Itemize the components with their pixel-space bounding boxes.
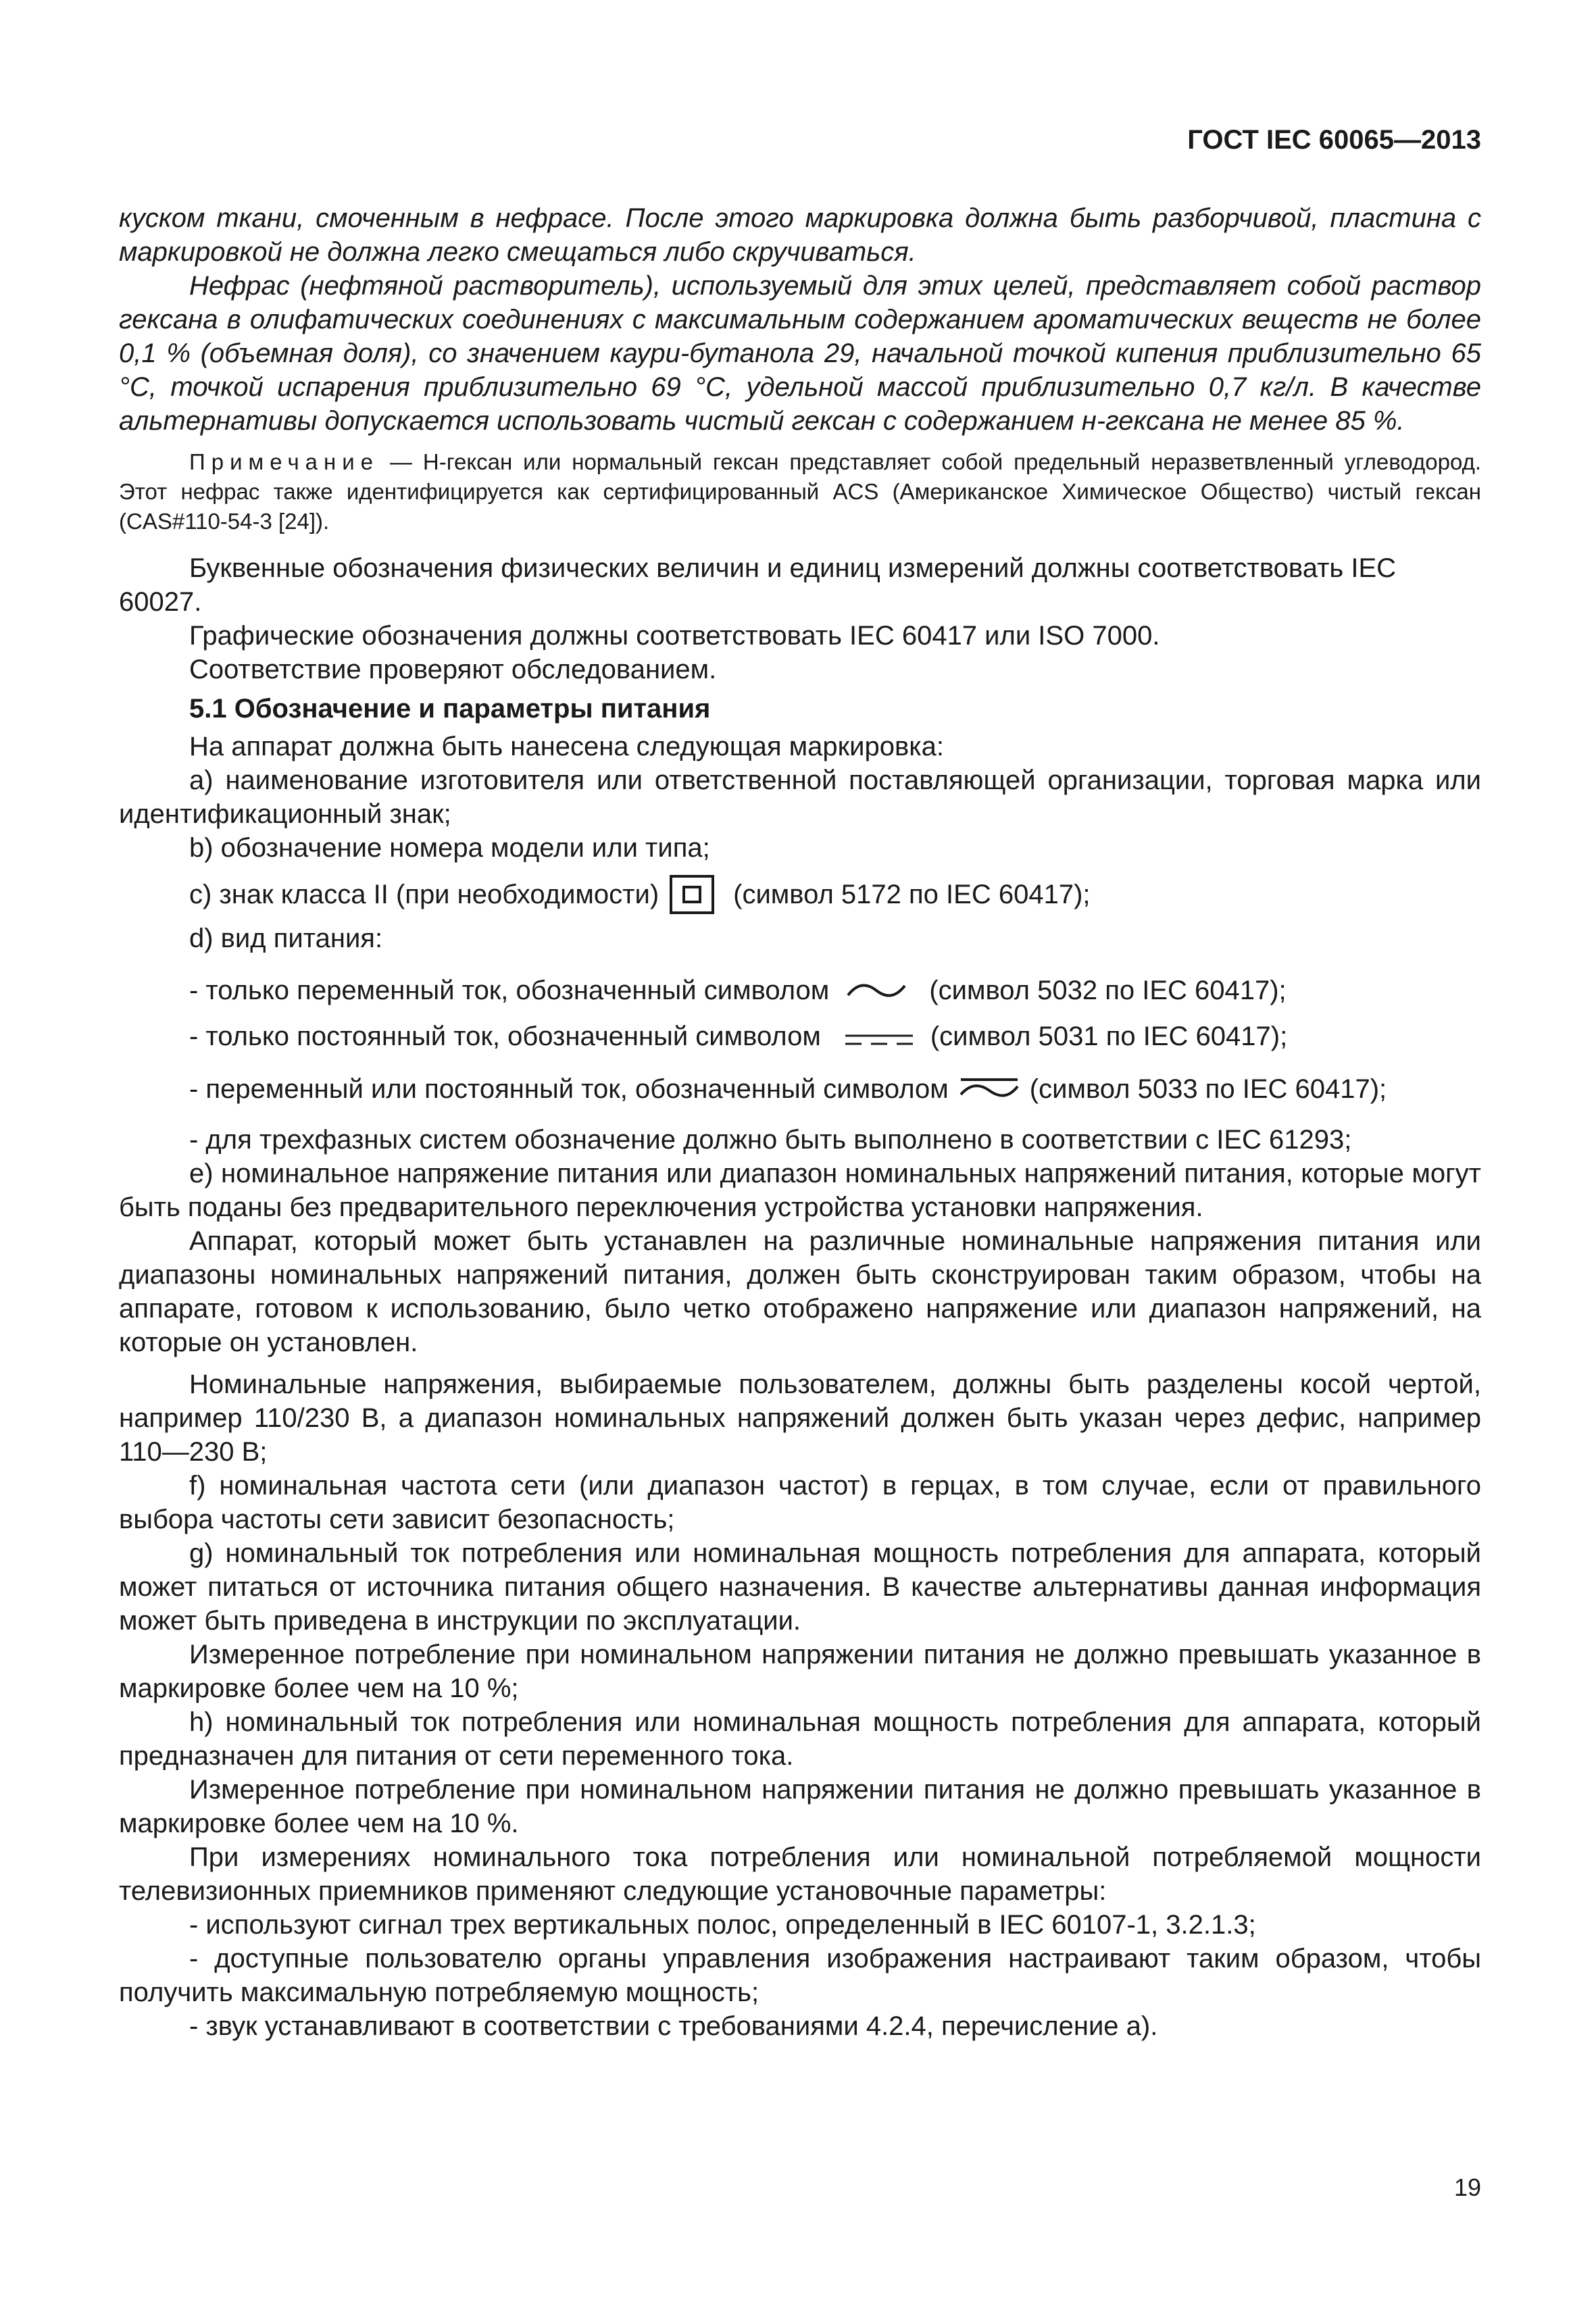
note — [119, 447, 1481, 536]
list-item-d: d) вид питания: — [189, 924, 383, 953]
power-acdc-line — [119, 1072, 1481, 1107]
ac-dc-symbol-icon — [958, 1077, 1020, 1101]
list-item-c-text: с) знак класса II (при необходимости) — [189, 880, 659, 909]
paragraph-voltage-selection: Аппарат, который может быть устанавлен на различные номинальные напряжения питания или диапазоны номинальных напряжений питания, должен быть сконструирован таким образом, чтобы на аппарате, готовом к использованию, было четко отображено напряжение или диапазон напряжений, на которые он установлен. — [119, 1226, 1481, 1357]
note-text: — Н-гексан или нормальный гексан представляет собой предельный неразветвленный углеводород. Этот нефрас также идентифицируется как сертифицированный ACS (Американское Химическое Общество) чистый гексан (CAS#110-54-3 [24]). — [119, 449, 1481, 534]
paragraph-nefras: Нефрас (нефтяной растворитель), используемый для этих целей, представляет собой раствор гексана в олифатических соединениях с максимальным содержанием ароматических веществ не более 0,1 % (объемная доля), со значением каури-бутанола 29, начальной точкой кипения приблизительно 65 °С, точкой испарения приблизительно 69 °С, удельной массой приблизительно 0,7 кг/л. В качестве альтернативы допускается использовать чистый гексан с содержанием н-гексана не менее 85 %. — [119, 271, 1481, 436]
dc-symbol-icon — [844, 1026, 914, 1047]
paragraph-measured-consumption-1: Измеренное потребление при номинальном напряжении питания не должно превышать указанное в маркировке более чем на 10 %; — [119, 1640, 1481, 1703]
power-dc-line — [119, 1019, 1481, 1054]
list-item-e: е) номинальное напряжение питания или диапазон номинальных напряжений питания, которые могут быть поданы без предварительного переключения устройства установки напряжения. — [119, 1159, 1481, 1222]
page-content — [119, 201, 1481, 2043]
paragraph-compliance: Соответствие проверяют обследованием. — [189, 655, 717, 684]
paragraph-cleaning: куском ткани, смоченным в нефрасе. После этого маркировка должна быть разборчивой, пластина с маркировкой не должна легко смещаться либо скручиваться. — [119, 203, 1481, 267]
paragraph-rated-voltages: Номинальные напряжения, выбираемые пользователем, должны быть разделены косой чертой, например 110/230 В, а диапазон номинальных напряжений должен быть указан через дефис, например 110—230 В; — [119, 1369, 1481, 1467]
page-number: 19 — [1453, 2173, 1481, 2201]
paragraph-letter-designations: Буквенные обозначения физических величин и единиц измерений должны соответствовать IEC 60027. — [119, 553, 1397, 617]
note-label: Примечание — [189, 449, 380, 474]
paragraph-tv-measurement: При измерениях номинального тока потребления или номинальной потребляемой мощности телевизионных приемников применяют следующие установочные параметры: — [119, 1842, 1481, 1906]
list-item-sound: - звук устанавливают в соответствии с требованиями 4.2.4, перечисление а). — [189, 2011, 1158, 2041]
list-item-g: g) номинальный ток потребления или номинальная мощность потребления для аппарата, который может питаться от источника питания общего назначения. В качестве альтернативы данная информация может быть приведена в инструкции по эксплуатации. — [119, 1538, 1481, 1636]
list-item-c-ref: (символ 5172 по IEC 60417); — [733, 880, 1091, 909]
power-dc-ref: (символ 5031 по IEC 60417); — [930, 1022, 1288, 1051]
paragraph-marking-intro: На аппарат должна быть нанесена следующая маркировка: — [189, 732, 944, 761]
list-item-h: h) номинальный ток потребления или номинальная мощность потребления для аппарата, который предназначен для питания от сети переменного тока. — [119, 1707, 1481, 1771]
list-item-c — [119, 874, 1481, 915]
power-ac-line — [119, 973, 1481, 1008]
list-item-controls: - доступные пользователю органы управления изображения настраивают таким образом, чтобы получить максимальную потребляемую мощность; — [119, 1944, 1481, 2007]
list-item-b: b) обозначение номера модели или типа; — [189, 833, 710, 863]
ac-symbol-icon — [845, 980, 907, 1001]
paragraph-measured-consumption-2: Измеренное потребление при номинальном напряжении питания не должно превышать указанное в маркировке более чем на 10 %. — [119, 1775, 1481, 1838]
power-ac-ref: (символ 5032 по IEC 60417); — [929, 976, 1287, 1005]
list-item-a: а) наименование изготовителя или ответственной поставляющей организации, торговая марка или идентификационный знак; — [119, 765, 1481, 829]
class-ii-double-square-icon — [670, 875, 714, 914]
power-acdc-text: - переменный или постоянный ток, обозначенный символом — [189, 1074, 949, 1104]
doc-header: ГОСТ IEC 60065—2013 — [1187, 125, 1481, 155]
list-item-f: f) номинальная частота сети (или диапазон частот) в герцах, в том случае, если от правильного выбора частоты сети зависит безопасность; — [119, 1471, 1481, 1534]
power-dc-text: - только постоянный ток, обозначенный символом — [189, 1022, 821, 1051]
power-acdc-ref: (символ 5033 по IEC 60417); — [1029, 1074, 1387, 1104]
paragraph-three-phase: - для трехфазных систем обозначение должно быть выполнено в соответствии с IEC 61293; — [189, 1125, 1352, 1155]
list-item-signal: - используют сигнал трех вертикальных полос, определенный в IEC 60107-1, 3.2.1.3; — [189, 1910, 1256, 1940]
paragraph-graphic-designations: Графические обозначения должны соответствовать IEC 60417 или ISO 7000. — [189, 621, 1160, 651]
power-ac-text: - только переменный ток, обозначенный символом — [189, 976, 830, 1005]
section-title: 5.1 Обозначение и параметры питания — [189, 694, 711, 724]
